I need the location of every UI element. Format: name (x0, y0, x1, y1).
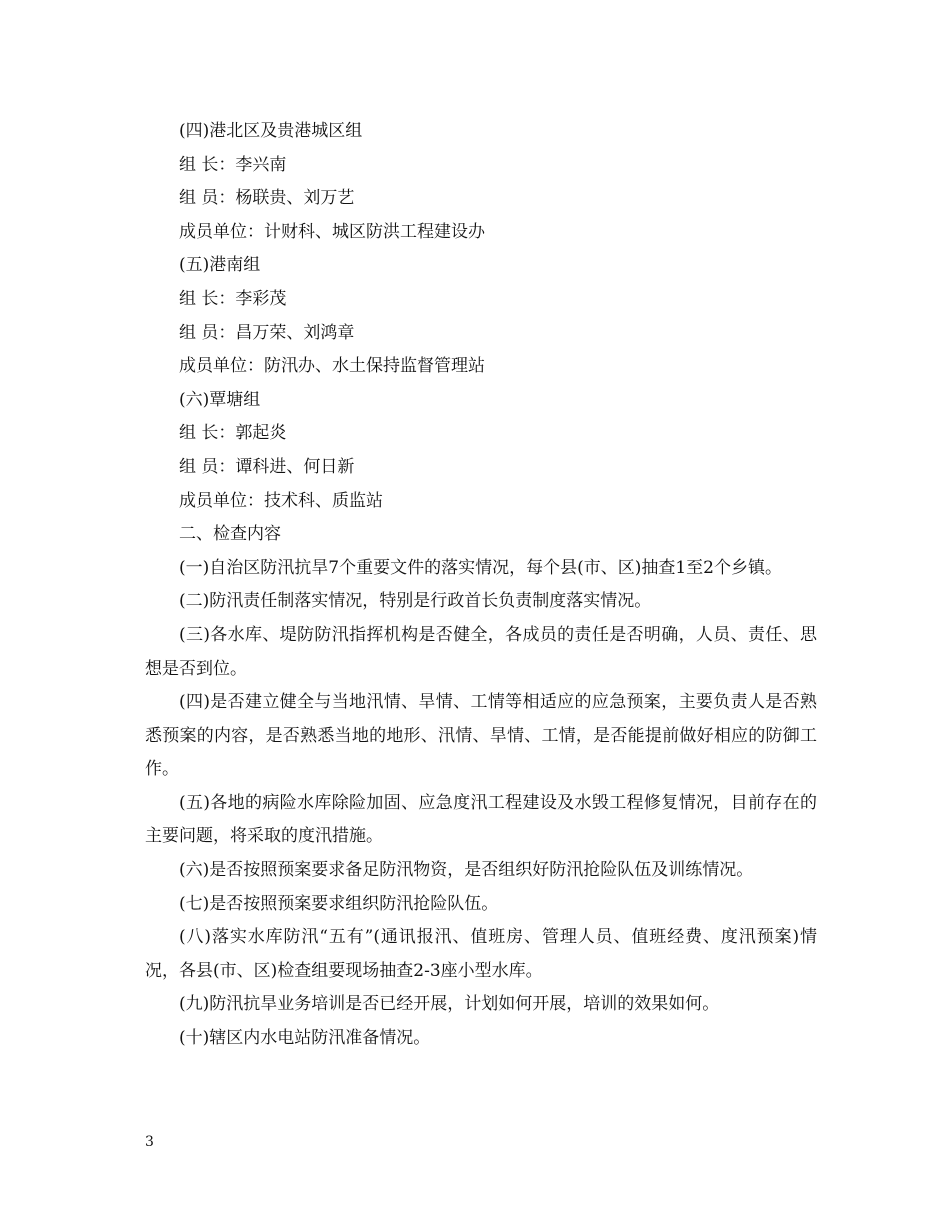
paragraph-item-3: (三)各水库、堤防防汛指挥机构是否健全，各成员的责任是否明确，人员、责任、思想是否到位。 (145, 624, 817, 679)
document-body (145, 115, 817, 1056)
paragraph-item-8: (八)落实水库防汛“五有”(通讯报汛、值班房、管理人员、值班经费、度汛预案)情况，各县(市、区)检查组要现场抽查2-3座小型水库。 (145, 927, 817, 981)
paragraph-group-4-units: 成员单位：计财科、城区防洪工程建设办 (179, 221, 485, 242)
paragraph-item-7: (七)是否按照预案要求组织防汛抢险队伍。 (179, 893, 499, 914)
paragraph-item-1: (一)自治区防汛抗旱7个重要文件的落实情况，每个县(市、区)抽查1至2个乡镇。 (179, 557, 782, 578)
paragraph-group-5-title: (五)港南组 (179, 255, 261, 276)
paragraph-group-4-leader: 组 长：李兴南 (179, 154, 287, 175)
page-number: 3 (145, 1134, 154, 1150)
paragraph-group-4-members: 组 员：杨联贵、刘万艺 (179, 188, 355, 209)
paragraph-group-4-title: (四)港北区及贵港城区组 (179, 121, 363, 141)
paragraph-group-5-leader: 组 长：李彩茂 (179, 288, 287, 309)
paragraph-group-6-members: 组 员：谭科进、何日新 (179, 456, 355, 477)
paragraph-group-6-title: (六)覃塘组 (179, 389, 261, 410)
paragraph-item-5: (五)各地的病险水库除险加固、应急度汛工程建设及水毁工程修复情况，目前存在的主要问题，将采取的度汛措施。 (145, 792, 817, 847)
paragraph-item-4: (四)是否建立健全与当地汛情、旱情、工情等相适应的应急预案，主要负责人是否熟悉预案的内容，是否熟悉当地的地形、汛情、旱情、工情，是否能提前做好相应的防御工作。 (145, 692, 817, 780)
paragraph-group-5-units: 成员单位：防汛办、水土保持监督管理站 (179, 356, 485, 377)
paragraph-group-6-leader: 组 长：郭起炎 (179, 423, 287, 444)
paragraph-group-5-members: 组 员：昌万荣、刘鸿章 (179, 322, 355, 343)
paragraph-item-2: (二)防汛责任制落实情况，特别是行政首长负责制度落实情况。 (179, 591, 652, 612)
paragraph-item-6: (六)是否按照预案要求备足防汛物资，是否组织好防汛抢险队伍及训练情况。 (179, 860, 754, 881)
paragraph-item-9: (九)防汛抗旱业务培训是否已经开展，计划如何开展，培训的效果如何。 (179, 994, 720, 1015)
paragraph-group-6-units: 成员单位：技术科、质监站 (179, 490, 383, 511)
paragraph-item-10: (十)辖区内水电站防汛准备情况。 (179, 1028, 431, 1049)
section-heading-inspection-content: 二、检查内容 (179, 524, 281, 545)
